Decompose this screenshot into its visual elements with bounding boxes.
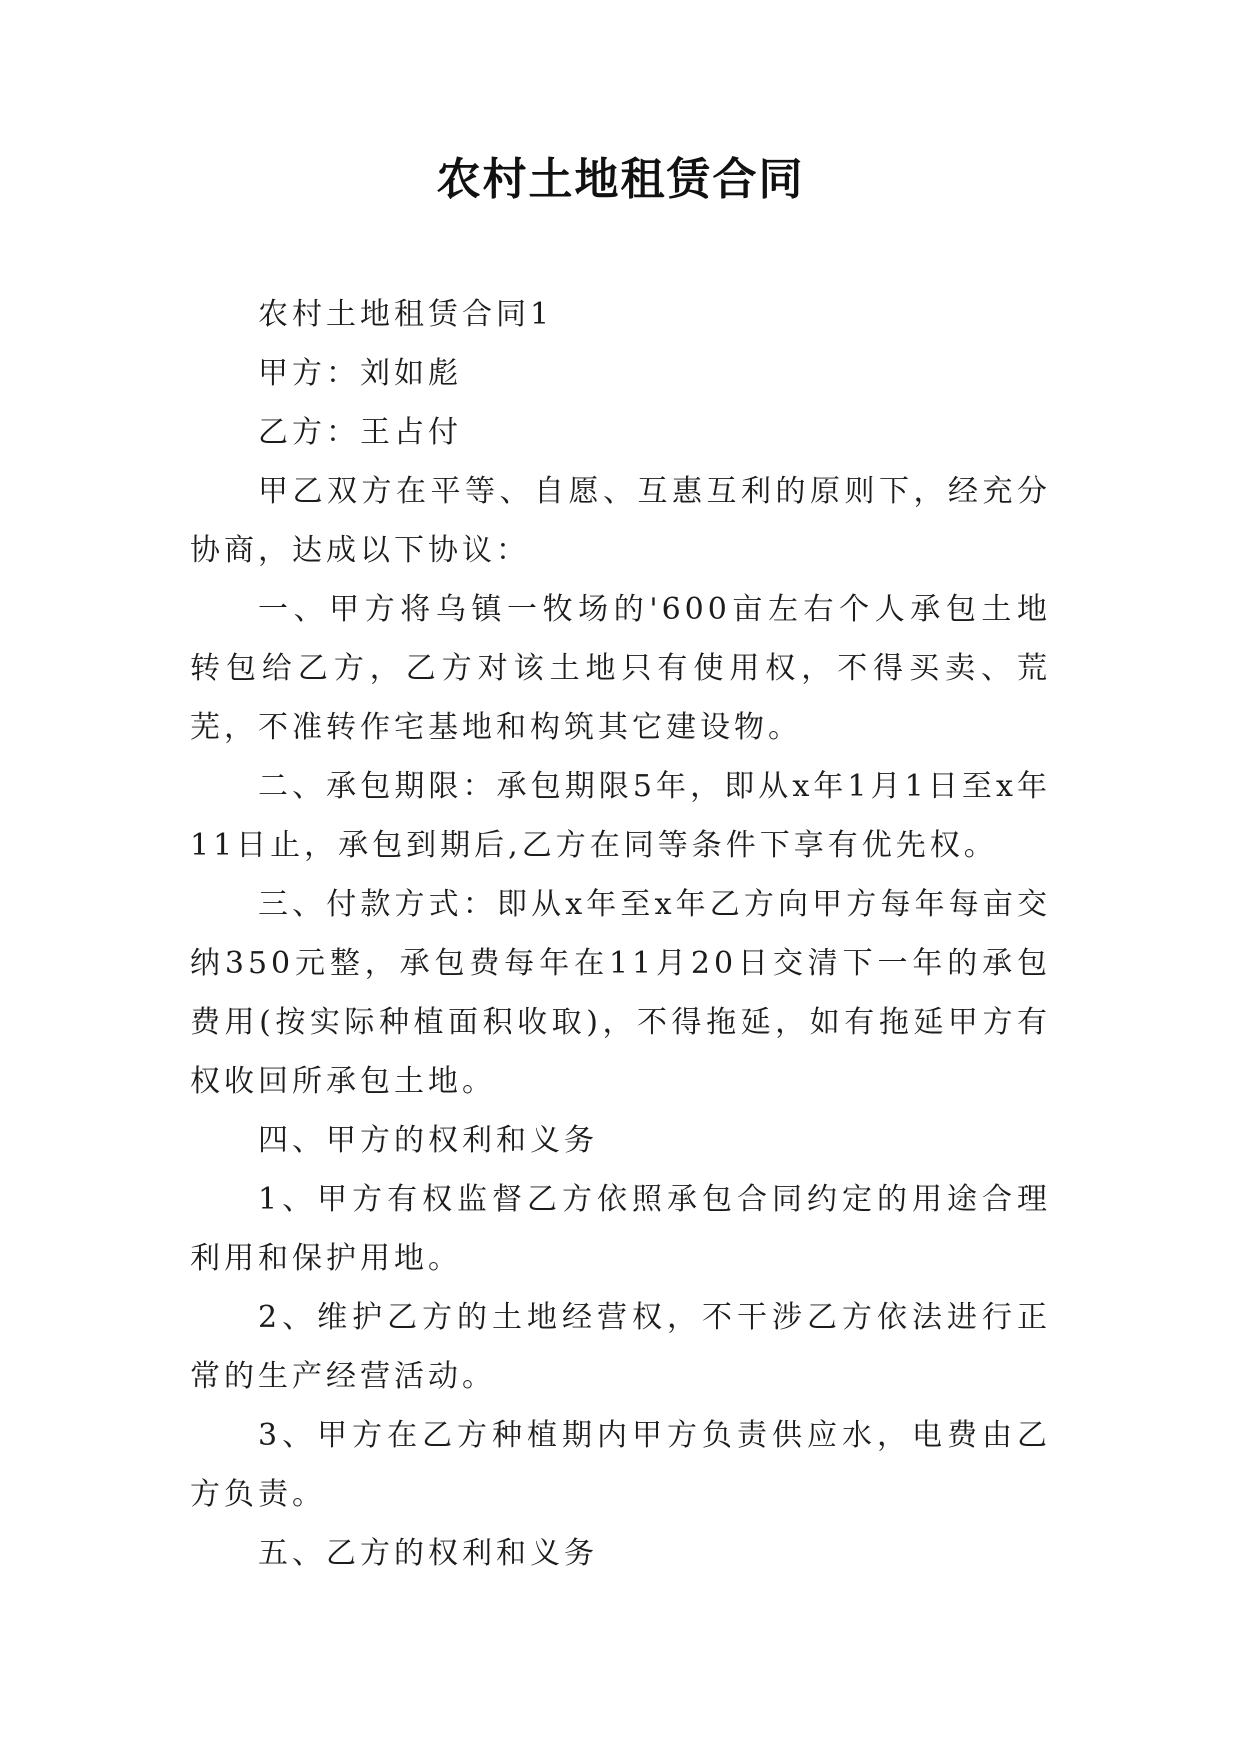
clause-4-heading: 四、甲方的权利和义务: [258, 1123, 598, 1158]
document-title: 农村土地租赁合同: [436, 154, 805, 205]
contract-heading: 农村土地租赁合同1: [258, 297, 554, 332]
clause-4-item-2: 2、维护乙方的土地经营权，不干涉乙方依法进行正常的生产经营活动。: [190, 1300, 1051, 1394]
document-body: [190, 285, 1051, 1583]
clause-3-paragraph: 三、付款方式：即从x年至x年乙方向甲方每年每亩交纳350元整，承包费每年在11月20日交清下一年的承包费用(按实际种植面积收取)，不得拖延，如有拖延甲方有权收回所承包土地。: [190, 887, 1051, 1099]
clause-4-item-3: 3、甲方在乙方种植期内甲方负责供应水，电费由乙方负责。: [190, 1418, 1051, 1512]
party-b-line: 乙方：王占付: [258, 415, 462, 450]
clause-2-paragraph: 二、承包期限：承包期限5年，即从x年1月1日至x年11日止，承包到期后,乙方在同等条件下享有优先权。: [190, 769, 1051, 863]
party-a-line: 甲方：刘如彪: [258, 356, 462, 391]
clause-4-item-1: 1、甲方有权监督乙方依照承包合同约定的用途合理利用和保护用地。: [190, 1182, 1051, 1276]
clause-5-heading: 五、乙方的权利和义务: [258, 1536, 598, 1571]
clause-1-paragraph: 一、甲方将乌镇一牧场的'600亩左右个人承包土地转包给乙方，乙方对该土地只有使用权，不得买卖、荒芜，不准转作宅基地和构筑其它建设物。: [190, 592, 1051, 745]
preamble-paragraph: 甲乙双方在平等、自愿、互惠互利的原则下，经充分协商，达成以下协议：: [190, 474, 1051, 568]
